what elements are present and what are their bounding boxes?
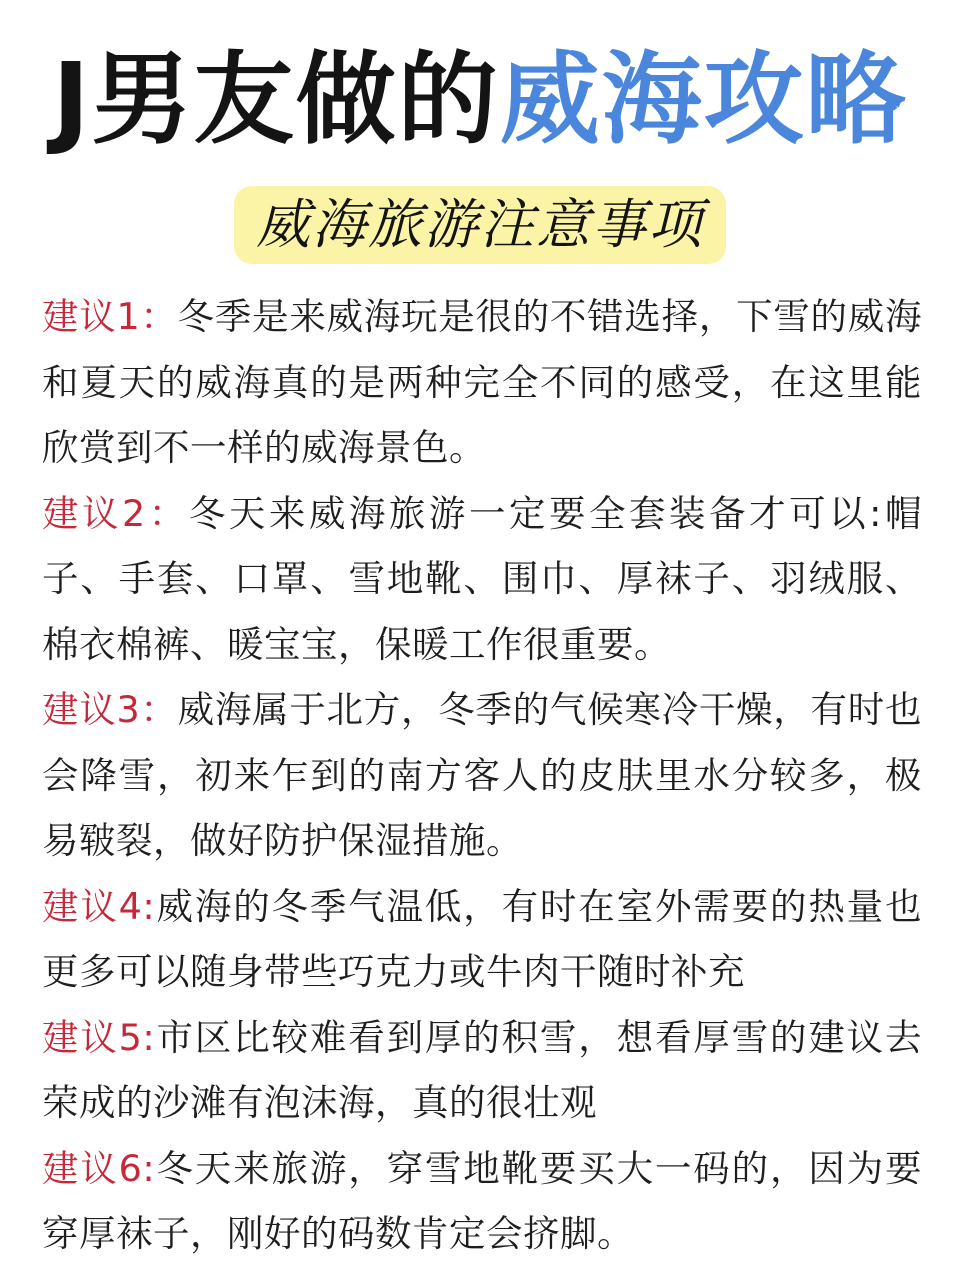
- tip-text: 威海属于北方，冬季的气候寒冷干燥，有时也会降雪，初来乍到的南方客人的皮肤里水分较多，极易皲裂，做好防护保湿措施。: [42, 688, 922, 862]
- tip-item-4: [42, 874, 922, 1005]
- tip-item-6: [42, 1136, 922, 1267]
- title-part-dark: J男友做的: [52, 41, 500, 158]
- tip-label: 建议4:: [42, 884, 156, 928]
- tips-list: [42, 284, 922, 1267]
- tip-item-1: [42, 284, 922, 481]
- tip-text: 威海的冬季气温低，有时在室外需要的热量也更多可以随身带些巧克力或牛肉干随时补充: [42, 884, 922, 993]
- tip-item-2: [42, 481, 922, 678]
- tip-item-3: [42, 677, 922, 874]
- subtitle-highlight: 威海旅游注意事项: [234, 186, 726, 264]
- tip-text: 冬天来威海旅游一定要全套装备才可以:帽子、手套、口罩、雪地靴、围巾、厚袜子、羽绒服、棉衣棉裤、暖宝宝，保暖工作很重要。: [42, 491, 922, 666]
- title-part-blue: 威海攻略: [499, 41, 908, 158]
- tip-text: 市区比较难看到厚的积雪，想看厚雪的建议去荣成的沙滩有泡沫海，真的很壮观: [42, 1015, 922, 1124]
- tip-item-5: [42, 1005, 922, 1136]
- page-title: [0, 40, 960, 160]
- tip-label: 建议6:: [42, 1146, 156, 1190]
- subtitle-wrap: [0, 186, 960, 264]
- tip-label: 建议3：: [42, 688, 178, 731]
- tip-label: 建议2：: [42, 491, 189, 535]
- tip-label: 建议5:: [42, 1015, 156, 1059]
- tip-label: 建议1：: [42, 295, 178, 338]
- tip-text: 冬季是来威海玩是很的不错选择，下雪的威海和夏天的威海真的是两种完全不同的感受，在这里能欣赏到不一样的威海景色。: [42, 295, 922, 469]
- tip-text: 冬天来旅游，穿雪地靴要买大一码的，因为要穿厚袜子，刚好的码数肯定会挤脚。: [42, 1146, 922, 1255]
